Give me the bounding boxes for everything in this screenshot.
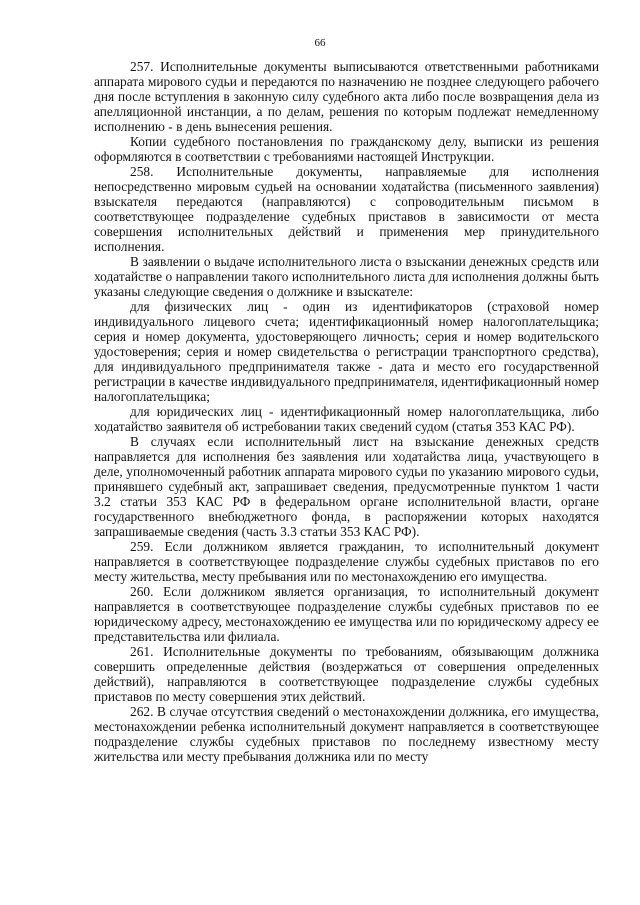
paragraph-application-details: В заявлении о выдаче исполнительного листа о взыскании денежных средств или ходатайстве о направлении такого исполнительного листа для исполнения должны быть указаны следующие сведения о должнике и взыскателе:: [94, 254, 599, 299]
page-number: 66: [314, 37, 326, 49]
document-body: [94, 59, 599, 764]
paragraph-copies: Копии судебного постановления по гражданскому делу, выписки из решения оформляются в соответствии с требованиями настоящей Инструкции.: [94, 134, 599, 164]
paragraph-262: 262. В случае отсутствия сведений о местонахождении должника, его имущества, местонахождении ребенка исполнительный документ направляется в соответствующее подразделение службы судебных приставов по последнему известному месту жительства или месту пребывания должника или по месту: [94, 704, 599, 764]
paragraph-legal-entities: для юридических лиц - идентификационный номер налогоплательщика, либо ходатайство заявителя об истребовании таких сведений судом (статья 353 КАС РФ).: [94, 404, 599, 434]
paragraph-individuals: для физических лиц - один из идентификаторов (страховой номер индивидуального лицевого счета; идентификационный номер налогоплательщика; серия и номер документа, удостоверяющего личность; серия и номер водительского удостоверения; серия и номер свидетельства о регистрации транспортного средства), для индивидуального предпринимателя также - дата и место его государственной регистрации в качестве индивидуального предпринимателя, идентификационный номер налогоплательщика;: [94, 299, 599, 404]
paragraph-260: 260. Если должником является организация, то исполнительный документ направляется в соответствующее подразделение службы судебных приставов по ее юридическому адресу, местонахождению ее имущества или по юридическому адресу ее представительства или филиала.: [94, 584, 599, 644]
paragraph-258: 258. Исполнительные документы, направляемые для исполнения непосредственно мировым судьей на основании ходатайства (письменного заявления) взыскателя передаются (направляются) с сопроводительным письмом в соответствующее подразделение судебных приставов в зависимости от места совершения исполнительных действий и применения мер принудительного исполнения.: [94, 164, 599, 254]
paragraph-no-application: В случаях если исполнительный лист на взыскание денежных средств направляется для исполнения без заявления или ходатайства лица, участвующего в деле, уполномоченный работник аппарата мирового судьи по указанию мирового судьи, принявшего судебный акт, запрашивает сведения, предусмотренные пунктом 1 части 3.2 статьи 353 КАС РФ в федеральном органе исполнительной власти, органе государственного внебюджетного фонда, в распоряжении которых находятся запрашиваемые сведения (часть 3.3 статьи 353 КАС РФ).: [94, 434, 599, 539]
paragraph-261: 261. Исполнительные документы по требованиям, обязывающим должника совершить определенные действия (воздержаться от совершения определенных действий), направляются в соответствующее подразделение службы судебных приставов по месту совершения этих действий.: [94, 644, 599, 704]
paragraph-259: 259. Если должником является гражданин, то исполнительный документ направляется в соответствующее подразделение службы судебных приставов по его месту жительства, месту пребывания или по местонахождению его имущества.: [94, 539, 599, 584]
paragraph-257: 257. Исполнительные документы выписываются ответственными работниками аппарата мирового судьи и передаются по назначению не позднее следующего рабочего дня после вступления в законную силу судебного акта либо после возвращения дела из апелляционной инстанции, а по делам, решения по которым подлежат немедленному исполнению - в день вынесения решения.: [94, 59, 599, 134]
